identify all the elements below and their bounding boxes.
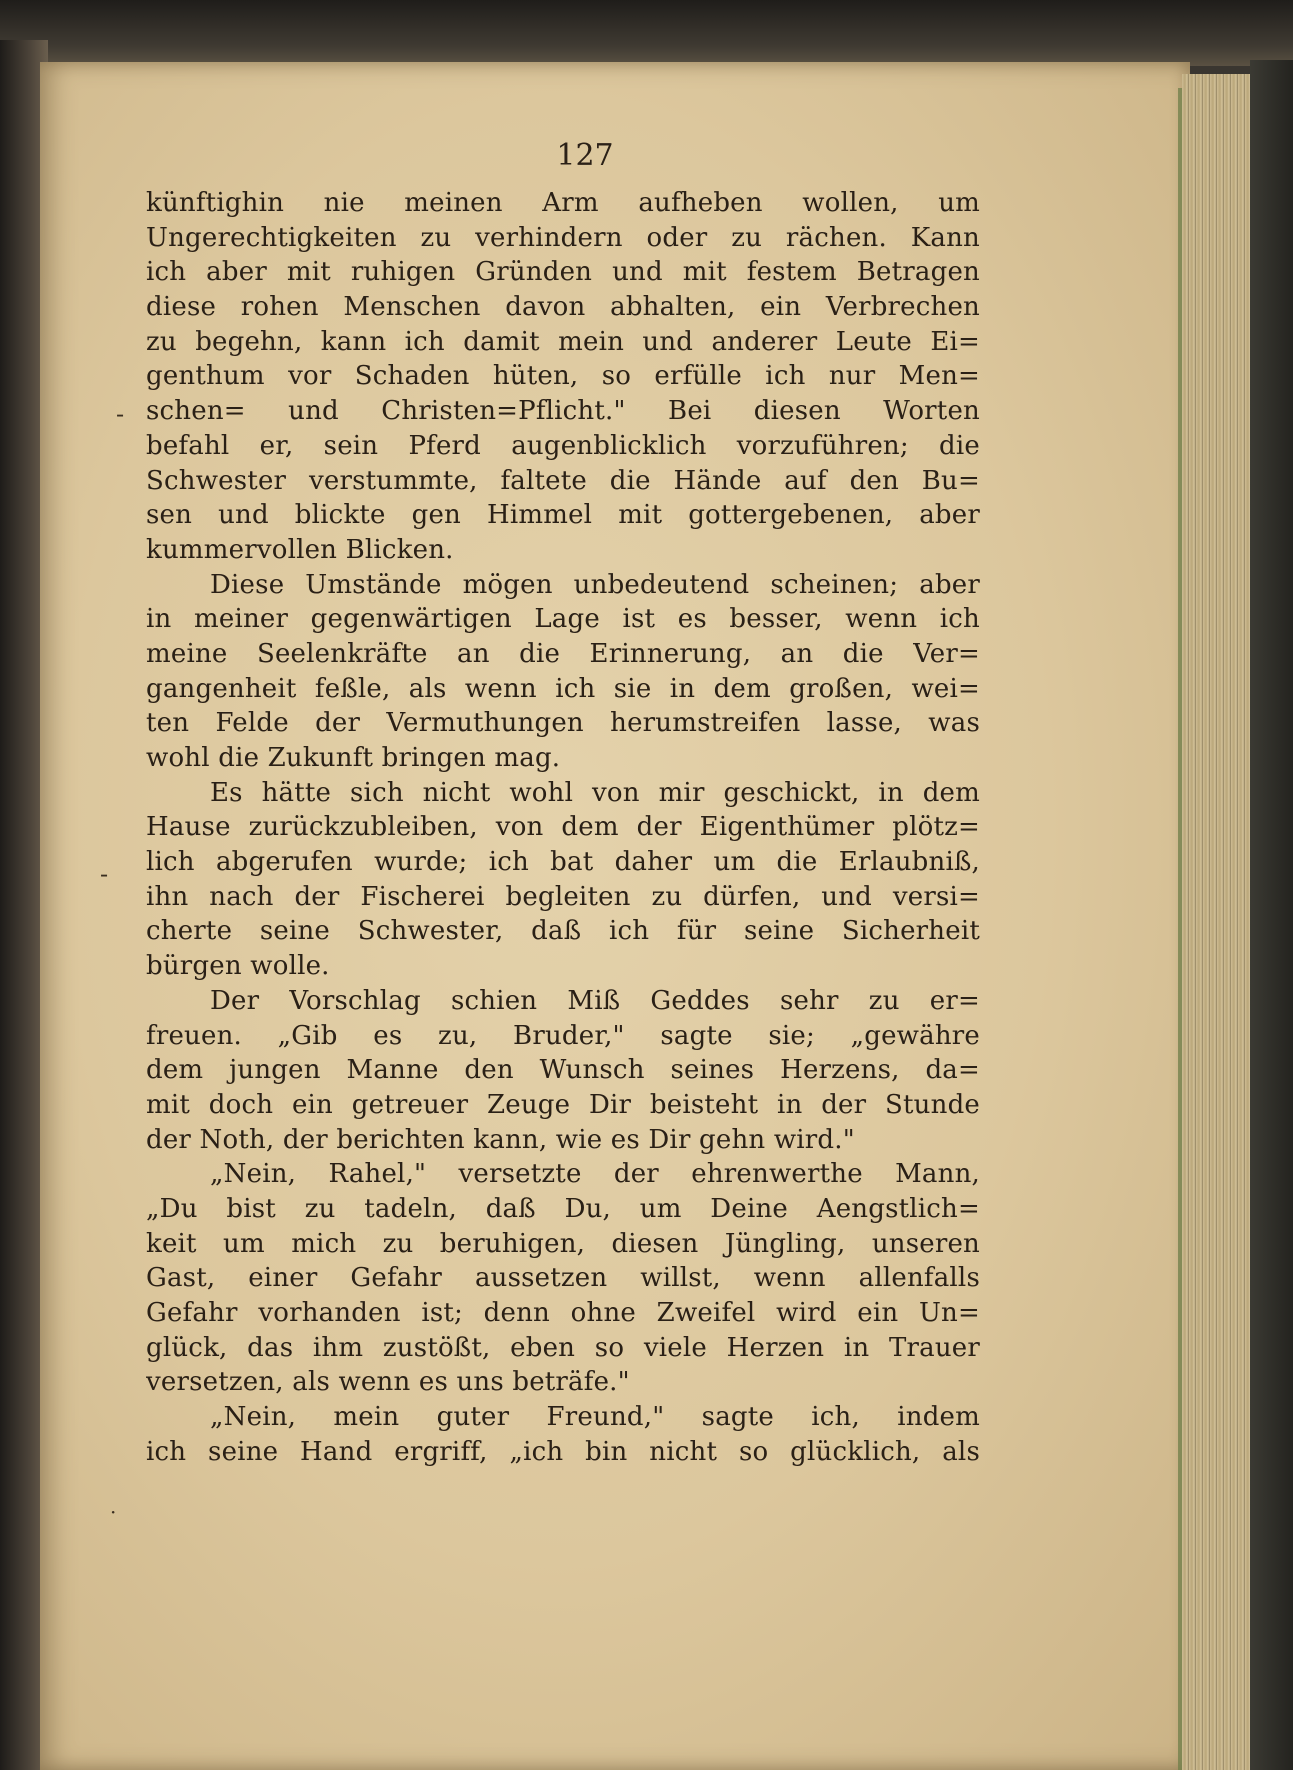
- text-line: lich abgerufen wurde; ich bat daher um die Erlaubniß,: [146, 847, 980, 878]
- text-line: genthum vor Schaden hüten, so erfülle ich nur Men=: [146, 361, 980, 392]
- margin-dash-mark: -: [100, 860, 109, 888]
- text-line: keit um mich zu beruhigen, diesen Jüngling, unseren: [146, 1228, 980, 1259]
- text-line: Der Vorschlag schien Miß Geddes sehr zu er=: [210, 985, 980, 1016]
- page-number: 127: [556, 138, 614, 173]
- text-line: der Noth, der berichten kann, wie es Dir gehn wird.": [146, 1124, 855, 1155]
- body-text: [146, 186, 980, 1469]
- text-line: mit doch ein getreuer Zeuge Dir beisteht in der Stunde: [146, 1089, 980, 1120]
- text-line: glück, das ihm zustößt, eben so viele Herzen in Trauer: [146, 1332, 980, 1363]
- text-line: dem jungen Manne den Wunsch seines Herzens, da=: [146, 1055, 980, 1086]
- text-line: ten Felde der Vermuthungen herumstreifen lasse, was: [146, 708, 980, 739]
- text-line: Es hätte sich nicht wohl von mir geschickt, in dem: [210, 777, 980, 808]
- text-line: Hause zurückzubleiben, von dem der Eigenthümer plötz=: [146, 812, 980, 843]
- text-line: künftighin nie meinen Arm aufheben wollen, um: [146, 188, 980, 218]
- text-line: Schwester verstummte, faltete die Hände auf den Bu=: [146, 465, 980, 496]
- text-line: versetzen, als wenn es uns beträfe.": [146, 1367, 630, 1398]
- text-line: gangenheit feßle, als wenn ich sie in dem großen, wei=: [146, 673, 980, 704]
- text-line: ihn nach der Fischerei begleiten zu dürfen, und versi=: [146, 881, 980, 912]
- text-line: Diese Umstände mögen unbedeutend scheinen; aber: [210, 569, 980, 600]
- text-line: ich seine Hand ergriff, „ich bin nicht so glücklich, als: [146, 1436, 980, 1467]
- text-line: in meiner gegenwärtigen Lage ist es besser, wenn ich: [146, 604, 980, 635]
- text-line: zu begehn, kann ich damit mein und anderer Leute Ei=: [146, 326, 980, 357]
- text-line: sen und blickte gen Himmel mit gottergebenen, aber: [146, 500, 980, 531]
- text-line: bürgen wolle.: [146, 951, 330, 982]
- text-line: befahl er, sein Pferd augenblicklich vorzuführen; die: [146, 430, 980, 461]
- page-edges: [1182, 74, 1252, 1770]
- text-line: Gefahr vorhanden ist; denn ohne Zweifel wird ein Un=: [146, 1298, 980, 1328]
- margin-dash-mark: -: [116, 400, 125, 428]
- text-line: Ungerechtigkeiten zu verhindern oder zu rächen. Kann: [146, 222, 980, 253]
- margin-ink-mark: ·: [110, 1500, 117, 1524]
- text-line: meine Seelenkräfte an die Erinnerung, an die Ver=: [146, 638, 980, 669]
- book-cover-right: [1250, 60, 1293, 1770]
- text-line: „Du bist zu tadeln, daß Du, um Deine Aengstlich=: [146, 1193, 980, 1224]
- text-line: kummervollen Blicken.: [146, 534, 454, 565]
- text-line: „Nein, mein guter Freund," sagte ich, indem: [210, 1402, 980, 1433]
- text-line: diese rohen Menschen davon abhalten, ein Verbrechen: [146, 292, 980, 323]
- text-line: freuen. „Gib es zu, Bruder," sagte sie; „gewähre: [146, 1020, 980, 1051]
- text-line: cherte seine Schwester, daß ich für seine Sicherheit: [146, 916, 980, 947]
- text-line: ich aber mit ruhigen Gründen und mit festem Betragen: [146, 257, 980, 288]
- text-line: „Nein, Rahel," versetzte der ehrenwerthe Mann,: [210, 1159, 980, 1190]
- text-line: schen= und Christen=Pflicht." Bei diesen Worten: [146, 396, 980, 427]
- book-cover-top: [0, 0, 1293, 66]
- text-line: wohl die Zukunft bringen mag.: [146, 743, 561, 773]
- text-line: Gast, einer Gefahr aussetzen willst, wenn allenfalls: [146, 1263, 980, 1294]
